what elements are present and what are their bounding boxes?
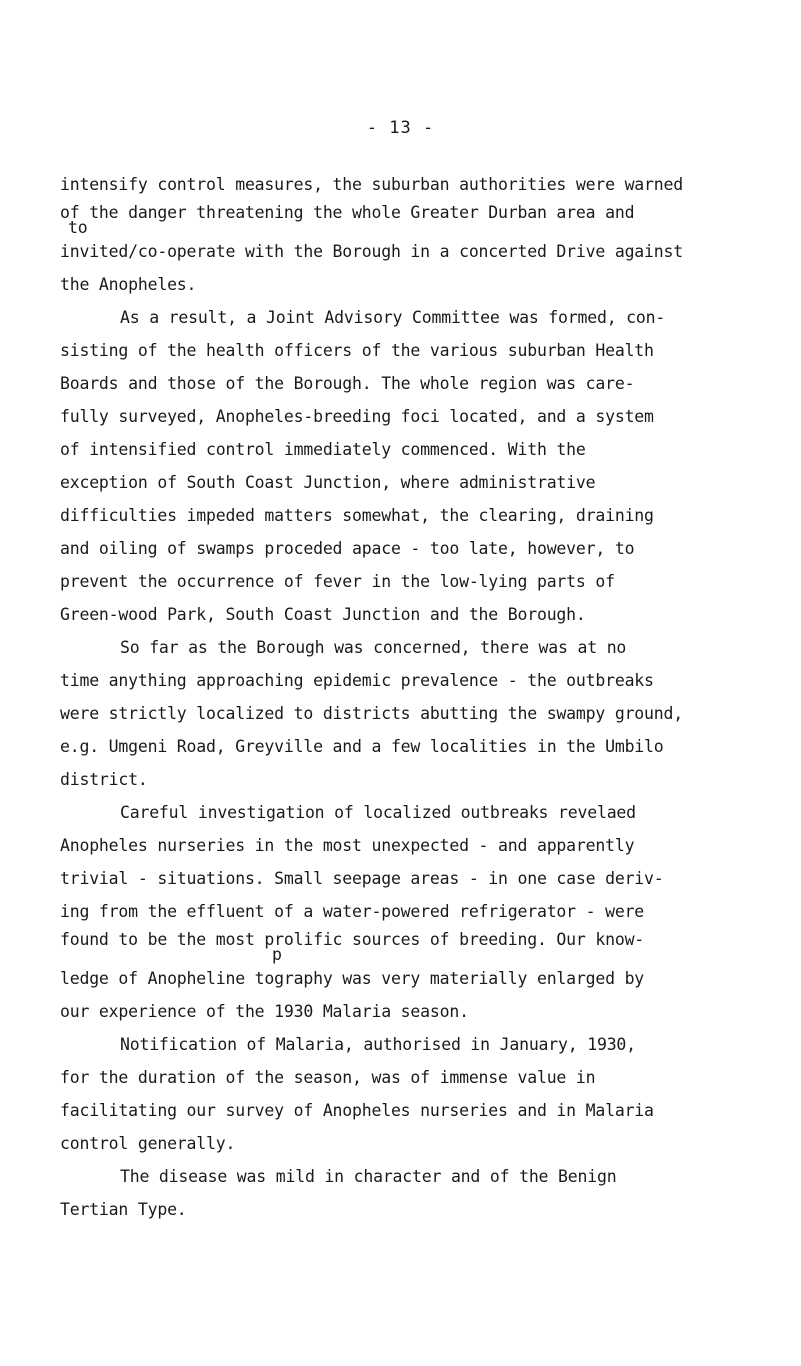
text-line-insertion: p: [272, 945, 282, 964]
text-line: found to be the most prolific sources of breeding. Our know-: [60, 930, 645, 949]
text-line: our experience of the 1930 Malaria season.: [60, 1002, 469, 1021]
page-number: - 13 -: [366, 118, 435, 138]
text-line: Tertian Type.: [60, 1200, 187, 1219]
text-line: of the danger threatening the whole Greater Durban area and: [60, 203, 635, 222]
text-line: and oiling of swamps proceded apace - too late, however, to: [60, 539, 635, 558]
text-line: So far as the Borough was concerned, there was at no: [120, 638, 627, 657]
text-line: facilitating our survey of Anopheles nurseries and in Malaria: [60, 1101, 654, 1120]
text-line: time anything approaching epidemic prevalence - the outbreaks: [60, 671, 654, 690]
text-line: were strictly localized to districts abutting the swampy ground,: [60, 704, 683, 723]
text-line: trivial - situations. Small seepage areas - in one case deriv-: [60, 869, 664, 888]
text-line: Careful investigation of localized outbreaks revelaed: [120, 803, 636, 822]
text-line: district.: [60, 770, 148, 789]
document-body: [60, 168, 795, 1226]
text-line: intensify control measures, the suburban authorities were warned: [60, 175, 683, 194]
text-line: ing from the effluent of a water-powered refrigerator - were: [60, 902, 645, 921]
text-line: Notification of Malaria, authorised in January, 1930,: [120, 1035, 636, 1054]
text-line: Boards and those of the Borough. The whole region was care-: [60, 374, 635, 393]
text-line: sisting of the health officers of the various suburban Health: [60, 341, 654, 360]
text-line: control generally.: [60, 1134, 236, 1153]
text-line: ledge of Anopheline tography was very materially enlarged by: [60, 969, 645, 988]
text-line: prevent the occurrence of fever in the low-lying parts of: [60, 572, 615, 591]
text-line: fully surveyed, Anopheles-breeding foci located, and a system: [60, 407, 654, 426]
text-line: invited/co-operate with the Borough in a concerted Drive against: [60, 242, 683, 261]
text-line-insertion: to: [68, 218, 88, 237]
text-line: for the duration of the season, was of immense value in: [60, 1068, 596, 1087]
text-line: The disease was mild in character and of the Benign: [120, 1167, 617, 1186]
text-line: e.g. Umgeni Road, Greyville and a few localities in the Umbilo: [60, 737, 664, 756]
text-line: As a result, a Joint Advisory Committee was formed, con-: [120, 308, 666, 327]
text-line: the Anopheles.: [60, 275, 197, 294]
text-line: difficulties impeded matters somewhat, the clearing, draining: [60, 506, 654, 525]
text-line: Green-wood Park, South Coast Junction and the Borough.: [60, 605, 586, 624]
text-line: exception of South Coast Junction, where administrative: [60, 473, 596, 492]
text-line: of intensified control immediately commenced. With the: [60, 440, 586, 459]
text-line: Anopheles nurseries in the most unexpected - and apparently: [60, 836, 635, 855]
